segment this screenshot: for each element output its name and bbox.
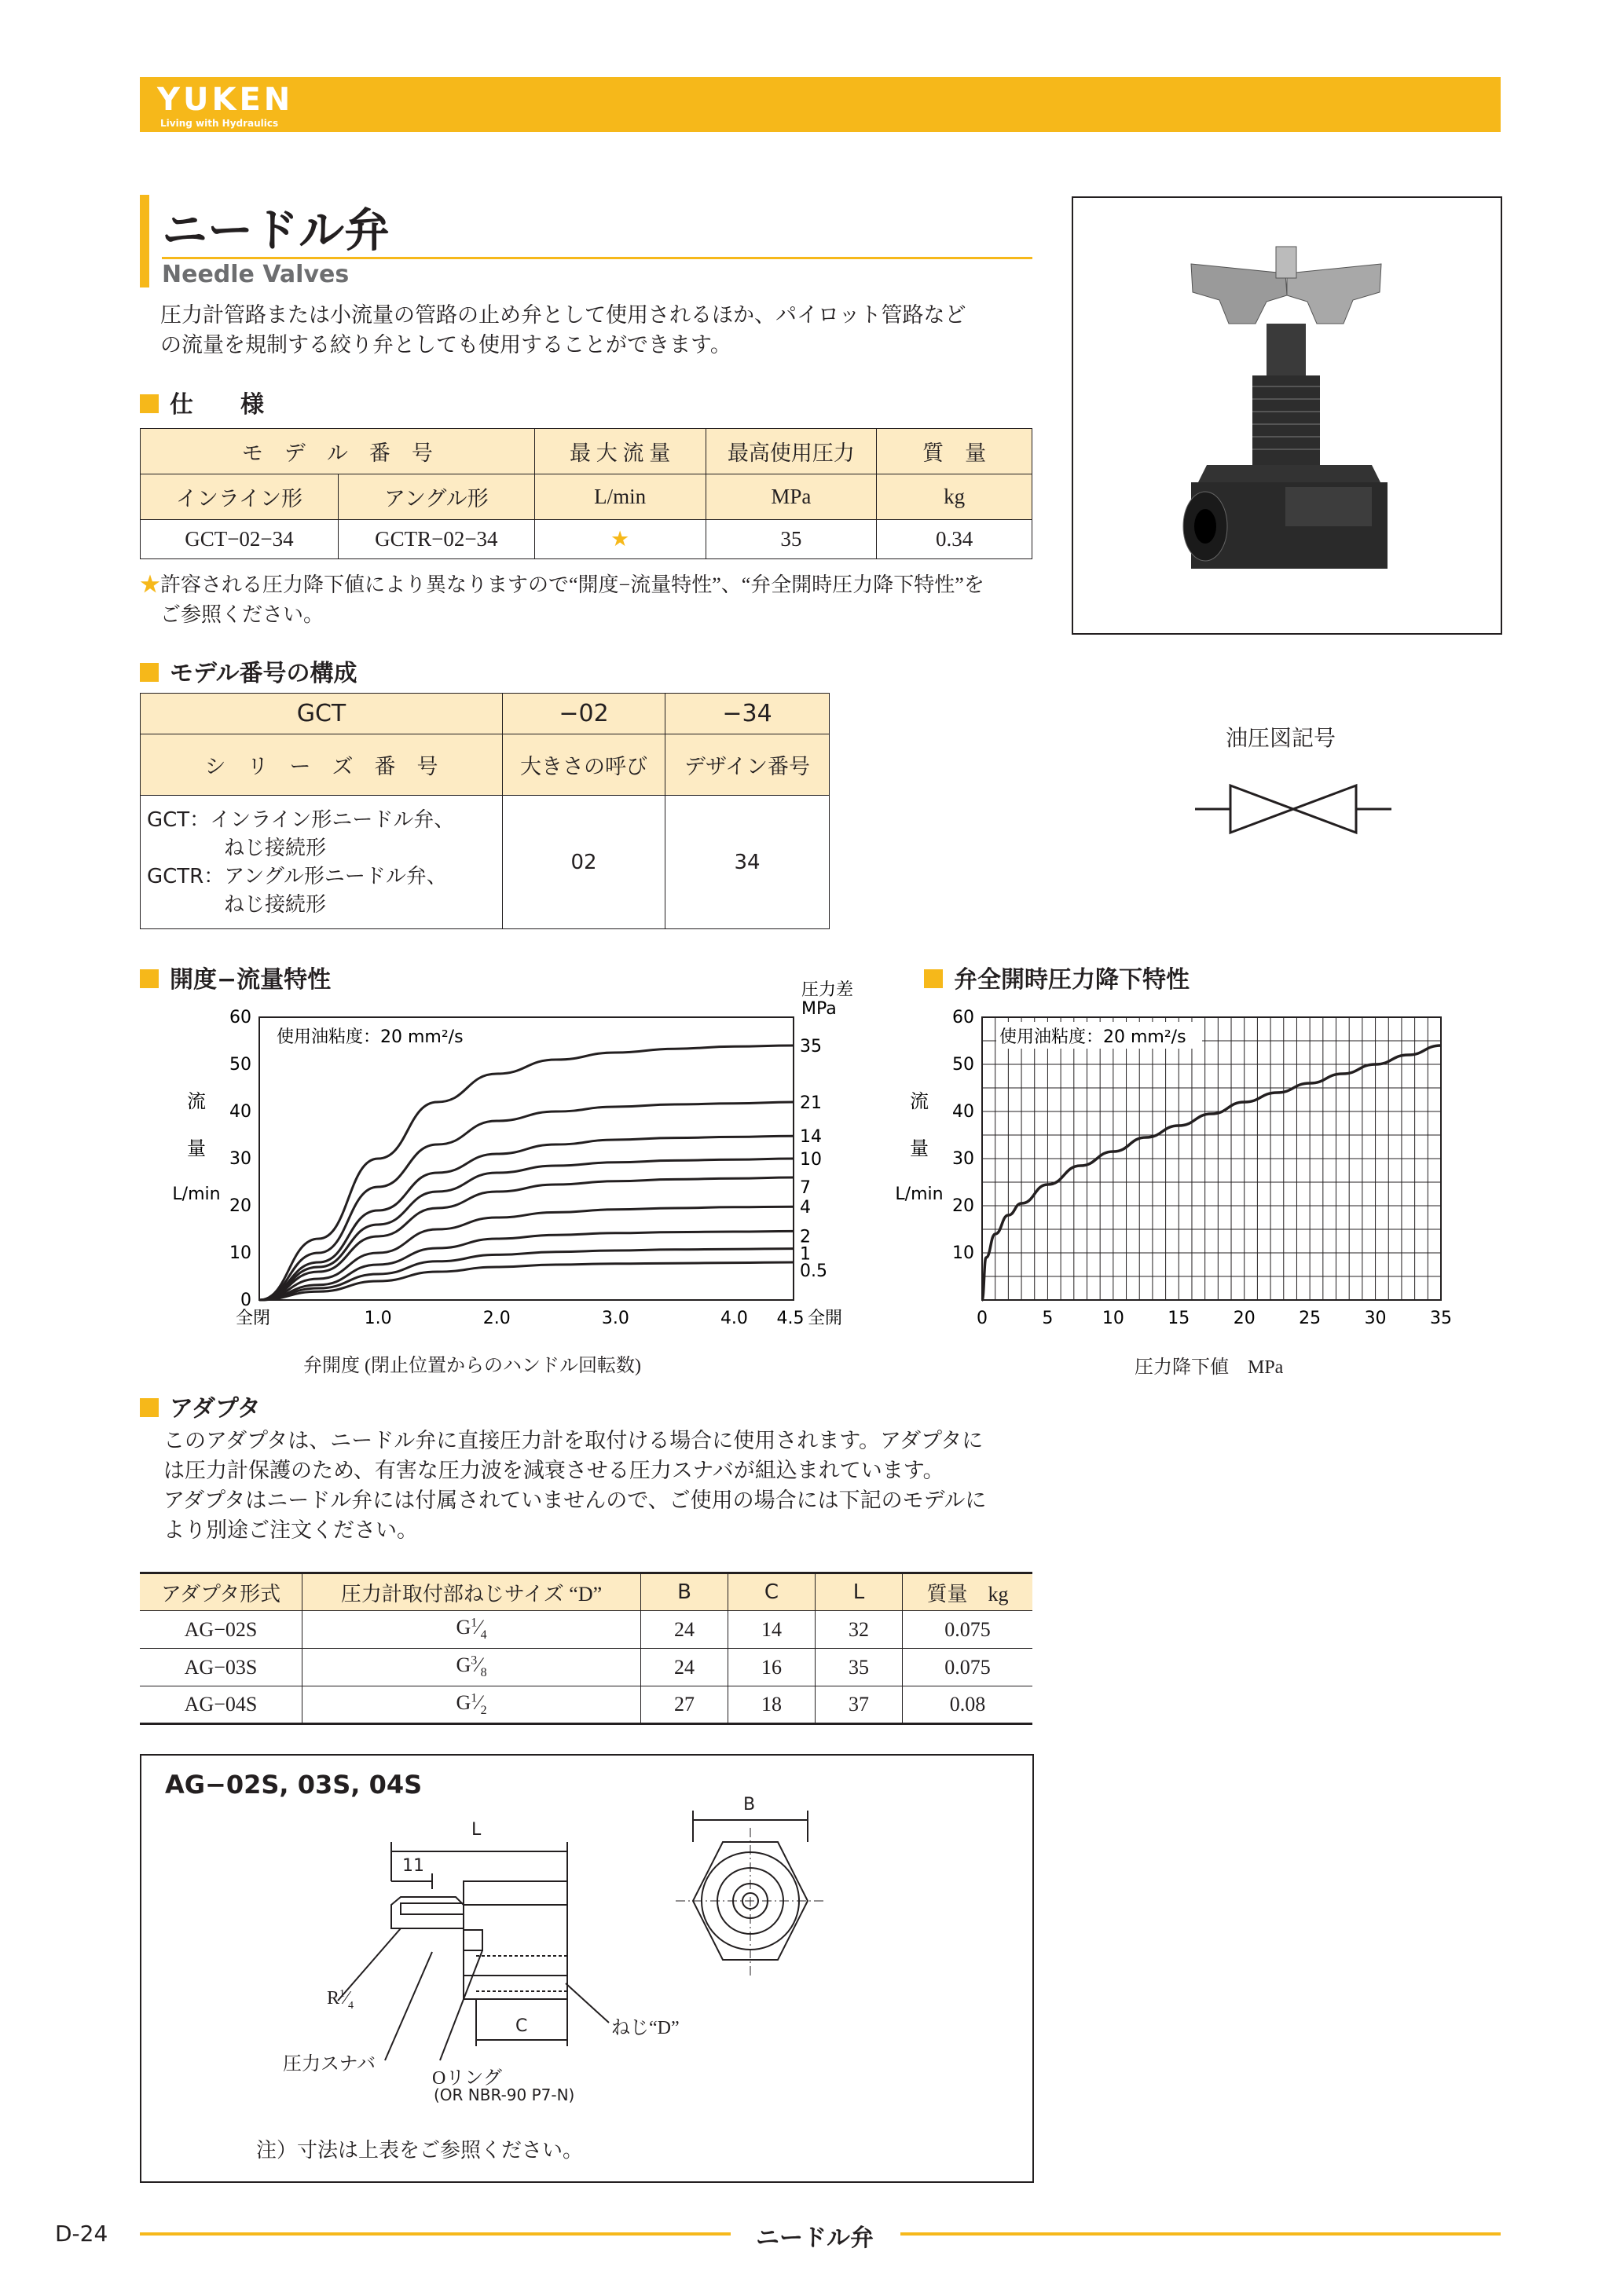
adapter-cell-b: 27 xyxy=(641,1686,728,1724)
spec-cell-angle: GCTR−02−34 xyxy=(338,520,534,559)
model-size-value: 02 xyxy=(503,796,665,929)
x-tick-label: 2.0 xyxy=(482,1309,511,1328)
spec-note-line: ご参照ください。 xyxy=(160,603,324,626)
adapter-drawing xyxy=(141,1756,1032,2181)
adapter-cell-c: 16 xyxy=(728,1649,816,1686)
model-series-text: アングル形ニードル弁、 xyxy=(224,864,447,888)
model-code-table xyxy=(140,693,830,929)
spec-unit-mass: kg xyxy=(877,474,1032,520)
series-label: 7 xyxy=(800,1178,811,1198)
adapter-cell-type: AG−04S xyxy=(140,1686,302,1724)
legend-title: 圧力差 xyxy=(801,980,854,1000)
model-series-text: インライン形ニードル弁、 xyxy=(210,807,455,831)
x-tick-label: 1.0 xyxy=(364,1309,392,1328)
adapter-header-c: C xyxy=(728,1573,816,1611)
y-tick-label: 10 xyxy=(229,1243,251,1263)
series-line-10 xyxy=(259,1159,794,1300)
y-tick-label: 30 xyxy=(952,1149,974,1169)
adapter-header-type: アダプタ形式 xyxy=(140,1573,302,1611)
series-label: 10 xyxy=(800,1150,822,1170)
spec-note-line: 許容される圧力降下値により異なりますので“開度−流量特性”、“弁全開時圧力降下特性”を xyxy=(160,573,984,596)
needle-valve-image xyxy=(1073,198,1501,633)
title-accent xyxy=(140,195,149,287)
x-tick-label: 0 xyxy=(977,1309,988,1328)
brand-logo: YUKEN xyxy=(157,82,294,118)
series-label: 0.5 xyxy=(800,1262,827,1281)
thread-den: 8 xyxy=(480,1666,487,1680)
drawing-title: AG−02S, 03S, 04S xyxy=(165,1770,423,1800)
model-code-series: GCT xyxy=(141,694,503,734)
label-R: $R^1⁄_4$ xyxy=(327,1988,354,2012)
page-number: D-24 xyxy=(55,2221,108,2247)
model-label-series: シ リ ー ズ 番 号 xyxy=(141,734,503,796)
drawing-note: 注）寸法は上表をご参照ください。 xyxy=(256,2139,584,2162)
label-snubber: 圧力スナバ xyxy=(283,2054,376,2074)
adapter-cell-mass: 0.08 xyxy=(903,1686,1033,1724)
thread-num: 1 xyxy=(471,1691,478,1705)
x-tick-label: 35 xyxy=(1430,1309,1452,1328)
series-label: 4 xyxy=(800,1198,811,1218)
adapter-cell-type: AG−03S xyxy=(140,1649,302,1686)
thread-num: 3 xyxy=(471,1653,478,1668)
table-row xyxy=(140,1611,1032,1649)
label-oring-spec: (OR NBR-90 P7-N) xyxy=(434,2085,575,2104)
y-tick-label: 40 xyxy=(952,1102,974,1122)
title-underline xyxy=(162,257,1032,259)
footer-title: ニードル弁 xyxy=(756,2225,874,2252)
dim-B: B xyxy=(743,1795,756,1814)
adapter-drawing-box xyxy=(140,1754,1034,2183)
adapter-header-thread: 圧力計取付部ねじサイズ “D” xyxy=(302,1573,641,1611)
spec-header-mass: 質 量 xyxy=(877,429,1032,474)
intro-text xyxy=(160,300,966,360)
y-axis-label: 量 xyxy=(187,1137,206,1159)
label-thread-d: ねじ“D” xyxy=(611,2018,680,2038)
adapter-cell-thread: $G^1⁄_2$ xyxy=(302,1686,641,1724)
adapter-cell-l: 32 xyxy=(816,1611,903,1649)
adapter-text-line: は圧力計保護のため、有害な圧力波を減衰させる圧力スナバが組込まれています。 xyxy=(163,1459,944,1482)
x-tick-label: 4.0 xyxy=(720,1309,748,1328)
adapter-cell-b: 24 xyxy=(641,1649,728,1686)
thread-den: 4 xyxy=(480,1628,487,1642)
spec-cell-pressure: 35 xyxy=(706,520,877,559)
adapter-text-line: このアダプタは、ニードル弁に直接圧力計を取付ける場合に使用されます。アダプタに xyxy=(163,1429,984,1452)
adapter-cell-mass: 0.075 xyxy=(903,1611,1033,1649)
y-tick-label: 50 xyxy=(229,1055,251,1075)
y-tick-label: 50 xyxy=(952,1055,974,1075)
chart-pressure-drop xyxy=(872,986,1501,1379)
adapter-text xyxy=(163,1426,986,1545)
y-axis-label: 流 xyxy=(910,1090,929,1112)
intro-line: 圧力計管路または小流量の管路の止め弁として使用されるほか、パイロット管路など xyxy=(160,303,966,327)
spec-header-inline: インライン形 xyxy=(141,474,339,520)
footer-line-left xyxy=(140,2232,731,2236)
label-R-den: 4 xyxy=(348,1999,354,2012)
x-tick-label: 全開 xyxy=(807,1309,843,1328)
series-label: 21 xyxy=(800,1093,822,1113)
spec-cell-flow-star: ★ xyxy=(534,520,706,559)
model-design-value: 34 xyxy=(665,796,830,929)
spec-header-pressure: 最高使用圧力 xyxy=(706,429,877,474)
label-R-text: R xyxy=(327,1988,340,2009)
needle-valve-symbol xyxy=(1191,778,1395,840)
series-line-flow xyxy=(982,1045,1441,1300)
series-label: 14 xyxy=(800,1127,822,1148)
model-code-size: −02 xyxy=(503,694,665,734)
spec-header-model: モ デ ル 番 号 xyxy=(141,429,535,474)
chart-pressure-drop-svg xyxy=(872,986,1501,1379)
adapter-text-line: より別途ご注文ください。 xyxy=(163,1518,418,1542)
x-tick-label: 3.0 xyxy=(601,1309,629,1328)
adapter-table xyxy=(140,1572,1032,1725)
product-photo xyxy=(1072,196,1502,635)
y-tick-label: 60 xyxy=(229,1008,251,1027)
chart2-xlabel: 圧力降下値 MPa xyxy=(1135,1357,1284,1378)
adapter-cell-mass: 0.075 xyxy=(903,1649,1033,1686)
y-tick-label: 30 xyxy=(229,1149,251,1169)
spec-unit-flow: L/min xyxy=(534,474,706,520)
model-series-text: ねじ接続形 xyxy=(224,892,327,916)
model-series-code: GCTR： xyxy=(147,864,225,888)
spec-heading: 仕 様 xyxy=(140,385,264,419)
thread-num: 1 xyxy=(471,1616,478,1630)
x-tick-label: 20 xyxy=(1233,1309,1256,1328)
chart1-heading: 開度−流量特性 xyxy=(140,960,331,994)
x-tick-label: 4.5 xyxy=(776,1309,805,1328)
thread-g: G xyxy=(456,1653,471,1677)
spec-unit-pressure: MPa xyxy=(706,474,877,520)
model-label-size: 大きさの呼び xyxy=(503,734,665,796)
spec-note xyxy=(140,570,984,630)
x-tick-label: 15 xyxy=(1168,1309,1190,1328)
series-label: 2 xyxy=(800,1227,811,1247)
table-row xyxy=(140,1686,1032,1724)
y-tick-label: 0 xyxy=(240,1291,251,1310)
viscosity-note: 使用油粘度：20 mm²/s xyxy=(999,1027,1186,1047)
dim-11: 11 xyxy=(402,1856,424,1876)
adapter-header-b: B xyxy=(641,1573,728,1611)
y-tick-label: 10 xyxy=(952,1243,974,1263)
spec-cell-mass: 0.34 xyxy=(877,520,1032,559)
adapter-cell-b: 24 xyxy=(641,1611,728,1649)
viscosity-note: 使用油粘度：20 mm²/s xyxy=(277,1027,464,1047)
spec-cell-inline: GCT−02−34 xyxy=(141,520,339,559)
model-label-design: デザイン番号 xyxy=(665,734,830,796)
model-series-code: GCT： xyxy=(147,807,211,832)
legend-unit: MPa xyxy=(801,999,837,1019)
dim-C: C xyxy=(515,2016,528,2036)
series-label: 1 xyxy=(800,1244,811,1265)
intro-line: の流量を規制する絞り弁としても使用することができます。 xyxy=(160,333,731,357)
spec-header-flow: 最 大 流 量 xyxy=(534,429,706,474)
symbol-label: 油圧図記号 xyxy=(1226,725,1336,751)
page-title: ニードル弁 xyxy=(162,203,390,257)
x-tick-label: 全閉 xyxy=(235,1309,271,1328)
y-axis-label: 量 xyxy=(910,1137,929,1159)
header-bar xyxy=(140,77,1501,132)
spec-table xyxy=(140,428,1032,559)
star-icon: ★ xyxy=(140,573,161,596)
y-axis-unit: L/min xyxy=(172,1185,221,1204)
y-tick-label: 20 xyxy=(952,1196,974,1216)
adapter-heading: アダプタ xyxy=(140,1389,261,1423)
adapter-cell-type: AG−02S xyxy=(140,1611,302,1649)
y-axis-unit: L/min xyxy=(895,1185,944,1204)
y-tick-label: 60 xyxy=(952,1008,974,1027)
series-label: 35 xyxy=(800,1037,822,1056)
adapter-header-mass: 質量 kg xyxy=(903,1573,1033,1611)
chart2-heading: 弁全開時圧力降下特性 xyxy=(924,960,1190,994)
x-tick-label: 30 xyxy=(1364,1309,1387,1328)
brand-tagline: Living with Hydraulics xyxy=(160,118,279,129)
adapter-cell-l: 37 xyxy=(816,1686,903,1724)
x-tick-label: 25 xyxy=(1299,1309,1322,1328)
label-R-num: 1 xyxy=(339,1988,346,2000)
x-tick-label: 5 xyxy=(1042,1309,1054,1328)
model-series-text: ねじ接続形 xyxy=(224,836,327,859)
x-tick-label: 10 xyxy=(1102,1309,1124,1328)
series-line-21 xyxy=(259,1102,794,1300)
dim-L: L xyxy=(471,1820,482,1840)
adapter-cell-c: 18 xyxy=(728,1686,816,1724)
table-row xyxy=(140,1649,1032,1686)
adapter-cell-thread: $G^1⁄_4$ xyxy=(302,1611,641,1649)
label-oring: Oリング xyxy=(432,2068,502,2089)
adapter-cell-c: 14 xyxy=(728,1611,816,1649)
footer-line-right xyxy=(900,2232,1501,2236)
y-tick-label: 20 xyxy=(229,1196,251,1216)
adapter-cell-l: 35 xyxy=(816,1649,903,1686)
adapter-text-line: アダプタはニードル弁には付属されていませんので、ご使用の場合には下記のモデルに xyxy=(163,1489,987,1512)
thread-g: G xyxy=(456,1616,471,1639)
y-tick-label: 40 xyxy=(229,1102,251,1122)
adapter-header-l: L xyxy=(816,1573,903,1611)
model-code-design: −34 xyxy=(665,694,830,734)
adapter-cell-thread: $G^3⁄_8$ xyxy=(302,1649,641,1686)
spec-header-angle: アングル形 xyxy=(338,474,534,520)
model-series-desc xyxy=(141,796,503,929)
chart1-xlabel: 弁開度 (閉止位置からのハンドル回転数) xyxy=(303,1356,641,1376)
y-axis-label: 流 xyxy=(187,1090,206,1112)
page-subtitle: Needle Valves xyxy=(162,261,350,288)
model-heading: モデル番号の構成 xyxy=(140,654,357,688)
thread-den: 2 xyxy=(480,1704,487,1718)
thread-g: G xyxy=(456,1690,471,1714)
